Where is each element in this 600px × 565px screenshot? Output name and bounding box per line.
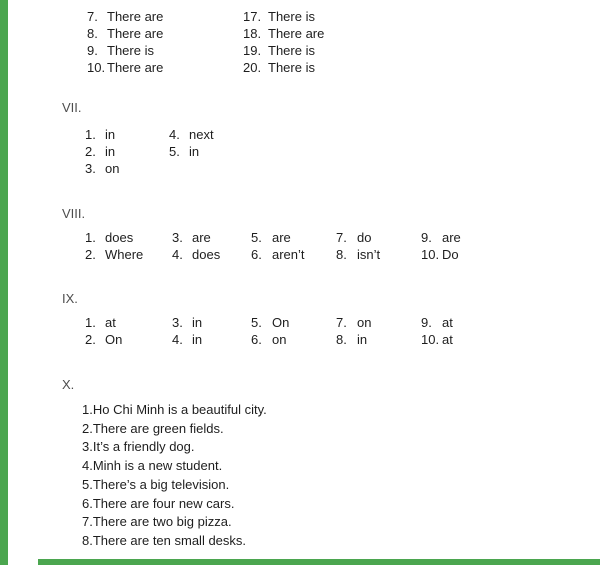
answer-number: 1. <box>82 402 93 417</box>
answer-text: in <box>192 315 203 330</box>
answer-text: does <box>192 247 221 262</box>
answer-text: Do <box>442 247 459 262</box>
answer-number: 8. <box>87 26 98 41</box>
answer-item <box>85 246 143 263</box>
answer-number: 5. <box>251 230 262 245</box>
answer-number: 6. <box>82 495 93 511</box>
section-viii <box>0 229 600 267</box>
answer-number: 2. <box>85 247 96 262</box>
answer-number: 4. <box>169 127 180 142</box>
bottom-green-border <box>38 559 600 565</box>
left-green-border <box>0 0 8 565</box>
answer-item <box>336 229 380 246</box>
answer-number: 4. <box>172 247 183 262</box>
answer-item <box>172 331 202 348</box>
section-heading-x: X. <box>62 377 75 392</box>
answer-text: next <box>189 127 214 142</box>
answer-text: On <box>272 315 290 330</box>
viii-column-1 <box>85 229 143 263</box>
answer-text: in <box>357 332 368 347</box>
answer-item <box>169 126 214 143</box>
answer-text: Where <box>105 247 144 262</box>
section-heading-vii: VII. <box>62 100 82 115</box>
answer-item <box>243 8 324 25</box>
ix-column-4 <box>336 314 371 348</box>
answer-number: 3. <box>172 315 183 330</box>
answer-text: does <box>105 230 134 245</box>
answer-item <box>336 246 380 263</box>
answer-text: do <box>357 230 372 245</box>
answer-item <box>82 457 582 476</box>
answer-number: 8. <box>82 532 93 548</box>
answer-number: 7. <box>336 315 347 330</box>
answer-text: There is <box>107 43 154 58</box>
answer-number: 9. <box>421 315 432 330</box>
answer-number: 10. <box>421 332 440 347</box>
ix-column-5 <box>421 314 453 348</box>
ix-column-2 <box>172 314 202 348</box>
answer-number: 6. <box>251 247 262 262</box>
answer-item <box>251 229 305 246</box>
answer-item <box>85 229 143 246</box>
answer-text: There are <box>268 26 325 41</box>
answer-text: in <box>189 144 200 159</box>
answer-text: There is <box>268 43 315 58</box>
answer-text: in <box>105 144 116 159</box>
answer-item <box>82 438 582 457</box>
answer-item <box>82 401 582 420</box>
answer-text: in <box>105 127 116 142</box>
answer-number: 5. <box>169 144 180 159</box>
answer-item <box>336 331 371 348</box>
answer-text: It’s a friendly dog. <box>92 439 195 455</box>
answer-number: 2. <box>82 420 93 436</box>
answer-item <box>251 246 305 263</box>
answer-item <box>172 229 220 246</box>
section-x <box>82 401 582 551</box>
answer-item <box>82 495 582 514</box>
answer-text: There are <box>107 60 164 75</box>
ix-column-3 <box>251 314 289 348</box>
viii-column-2 <box>172 229 220 263</box>
answer-number: 5. <box>82 476 93 492</box>
answer-number: 1. <box>85 127 96 142</box>
answer-text: On <box>105 332 123 347</box>
answer-number: 6. <box>251 332 262 347</box>
answer-item <box>251 331 289 348</box>
answer-item <box>85 314 122 331</box>
answer-item <box>87 59 163 76</box>
answer-number: 1. <box>85 230 96 245</box>
answer-text: are <box>272 230 291 245</box>
answer-item <box>421 331 453 348</box>
answer-text: There is <box>268 9 315 24</box>
answer-item <box>85 160 119 177</box>
top-answers-column-2 <box>243 8 324 76</box>
answer-text: There are <box>107 26 164 41</box>
answer-text: There are <box>107 9 164 24</box>
answer-item <box>172 246 220 263</box>
vii-column-2 <box>169 126 214 160</box>
answer-number: 5. <box>251 315 262 330</box>
section-heading-viii: VIII. <box>62 206 86 221</box>
answer-text: at <box>105 315 116 330</box>
answer-number: 10. <box>421 247 440 262</box>
answer-item <box>85 126 119 143</box>
answer-text: on <box>105 161 120 176</box>
answer-number: 4. <box>82 458 93 474</box>
answer-text: at <box>442 332 453 347</box>
answer-text: There are ten small desks. <box>92 532 247 548</box>
answer-item <box>243 25 324 42</box>
answer-item <box>251 314 289 331</box>
answer-text: Ho Chi Minh is a beautiful city. <box>92 402 267 417</box>
section-heading-ix: IX. <box>62 291 78 306</box>
answer-text: at <box>442 315 453 330</box>
answer-text: Minh is a new student. <box>92 458 223 474</box>
section-vii <box>0 126 600 181</box>
answer-number: 8. <box>336 332 347 347</box>
answer-number: 19. <box>243 43 262 58</box>
answer-text: in <box>192 332 203 347</box>
answer-text: There is <box>268 60 315 75</box>
answer-number: 9. <box>421 230 432 245</box>
answer-text: on <box>357 315 372 330</box>
answer-item <box>172 314 202 331</box>
answer-item <box>243 42 324 59</box>
answer-number: 9. <box>87 43 98 58</box>
answer-text: There are green fields. <box>92 420 224 436</box>
answer-item <box>336 314 371 331</box>
answer-item <box>421 229 461 246</box>
answer-item <box>87 25 163 42</box>
answer-item <box>82 513 582 532</box>
viii-column-3 <box>251 229 305 263</box>
answer-item <box>87 42 163 59</box>
answer-item <box>82 420 582 439</box>
answer-item <box>82 532 582 551</box>
answer-number: 20. <box>243 60 262 75</box>
answer-item <box>82 476 582 495</box>
answer-text: isn’t <box>357 247 381 262</box>
answer-number: 4. <box>172 332 183 347</box>
answer-number: 8. <box>336 247 347 262</box>
answer-item <box>169 143 214 160</box>
answer-text: are <box>192 230 211 245</box>
answer-item <box>85 143 119 160</box>
answer-text: aren’t <box>272 247 305 262</box>
answer-number: 2. <box>85 332 96 347</box>
section-ix <box>0 314 600 352</box>
answer-number: 17. <box>243 9 262 24</box>
answer-item <box>85 331 122 348</box>
vii-column-1 <box>85 126 119 177</box>
answer-number: 1. <box>85 315 96 330</box>
answer-text: There are two big pizza. <box>92 514 232 530</box>
answer-number: 3. <box>172 230 183 245</box>
answer-number: 2. <box>85 144 96 159</box>
answer-text: are <box>442 230 461 245</box>
answer-number: 18. <box>243 26 262 41</box>
viii-column-5 <box>421 229 461 263</box>
answer-number: 10. <box>87 60 106 75</box>
answer-item <box>243 59 324 76</box>
answer-text: There’s a big television. <box>92 476 230 492</box>
answer-text: There are four new cars. <box>92 495 235 511</box>
section-top-answers <box>0 8 600 78</box>
answer-number: 7. <box>336 230 347 245</box>
ix-column-1 <box>85 314 122 348</box>
answer-text: on <box>272 332 287 347</box>
answer-number: 3. <box>85 161 96 176</box>
answer-number: 7. <box>82 514 93 530</box>
answer-item <box>421 314 453 331</box>
answer-number: 7. <box>87 9 98 24</box>
answer-item <box>87 8 163 25</box>
answer-item <box>421 246 461 263</box>
top-answers-column-1 <box>87 8 163 76</box>
viii-column-4 <box>336 229 380 263</box>
answer-number: 3. <box>82 439 93 455</box>
